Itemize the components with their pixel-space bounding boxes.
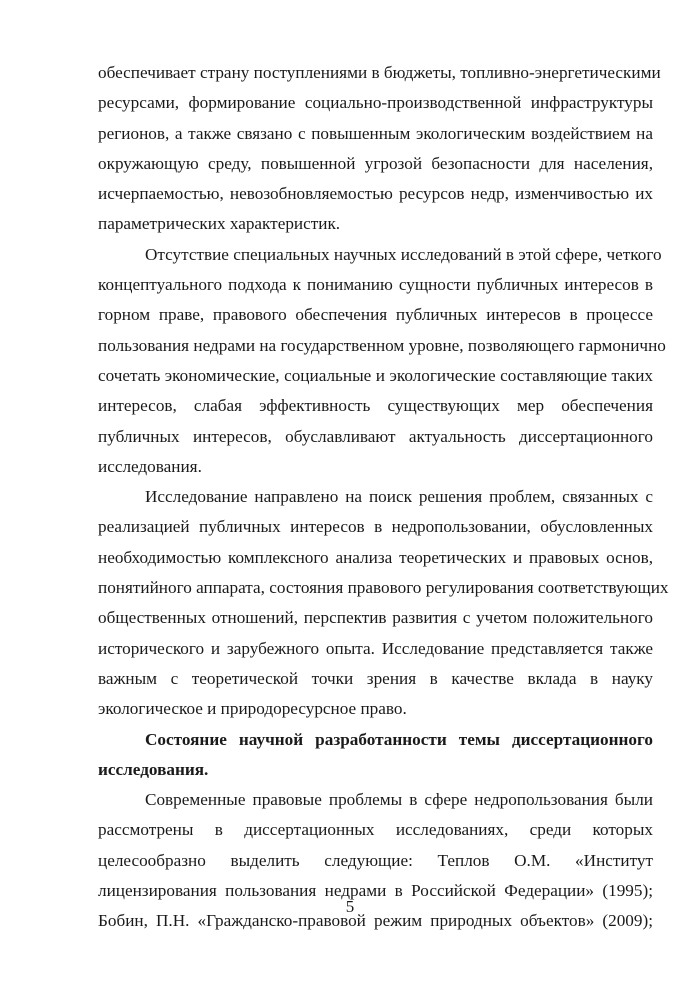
text-line: исчерпаемостью, невозобновляемостью ресурсов недр, изменчивостью их — [98, 184, 653, 204]
text-line: лицензирования пользования недрами в Российской Федерации» (1995); — [98, 881, 653, 901]
text-line: реализацией публичных интересов в недропользовании, обусловленных — [98, 517, 653, 537]
text-line: экологическое и природоресурсное право. — [98, 699, 407, 719]
text-line: целесообразно выделить следующие: Теплов О.М. «Институт — [98, 850, 653, 870]
text-line: сочетать экономические, социальные и экологические составляющие таких — [98, 365, 653, 385]
text-line: пользования недрами на государственном уровне, позволяющего гармонично — [98, 335, 666, 355]
text-line: окружающую среду, повышенной угрозой безопасности для населения, — [98, 153, 653, 173]
paragraph — [98, 240, 666, 482]
text-line: Бобин, П.Н. «Гражданско-правовой режим природных объектов» (2009); — [98, 911, 653, 931]
document-page — [98, 58, 669, 937]
text-line: обеспечивает страну поступлениями в бюджеты, топливно-энергетическими — [98, 63, 661, 82]
text-line: концептуального подхода к пониманию сущности публичных интересов в — [98, 275, 653, 295]
text-line: понятийного аппарата, состояния правового регулирования соответствующих — [98, 578, 669, 598]
text-line: интересов, слабая эффективность существующих мер обеспечения — [98, 396, 653, 416]
heading-line: исследования. — [98, 759, 209, 779]
text-line: Отсутствие специальных научных исследований в этой сфере, четкого — [145, 244, 662, 264]
heading-line: Состояние научной разработанности темы диссертационного — [145, 729, 653, 749]
section-heading — [98, 725, 653, 786]
page-number: 5 — [345, 897, 355, 916]
text-line: горном праве, правового обеспечения публичных интересов в процессе — [98, 305, 653, 325]
text-line: важным с теоретической точки зрения в качестве вклада в науку — [98, 668, 653, 688]
text-line: публичных интересов, обуславливают актуальность диссертационного — [98, 426, 653, 446]
text-line: необходимостью комплексного анализа теоретических и правовых основ, — [98, 547, 653, 567]
text-line: регионов, а также связано с повышенным экологическим воздействием на — [98, 123, 653, 143]
text-line: рассмотрены в диссертационных исследованиях, среди которых — [98, 820, 653, 840]
text-line: ресурсами, формирование социально-производственной инфраструктуры — [98, 93, 653, 113]
text-line: исторического и зарубежного опыта. Исследование представляется также — [98, 638, 653, 658]
text-line: исследования. — [98, 456, 202, 476]
text-line: Современные правовые проблемы в сфере недропользования были — [145, 790, 653, 810]
text-line: Исследование направлено на поиск решения проблем, связанных с — [145, 487, 653, 507]
paragraph — [98, 482, 669, 724]
text-line: общественных отношений, перспектив развития с учетом положительного — [98, 608, 653, 628]
text-line: параметрических характеристик. — [98, 214, 341, 234]
paragraph — [98, 58, 661, 240]
